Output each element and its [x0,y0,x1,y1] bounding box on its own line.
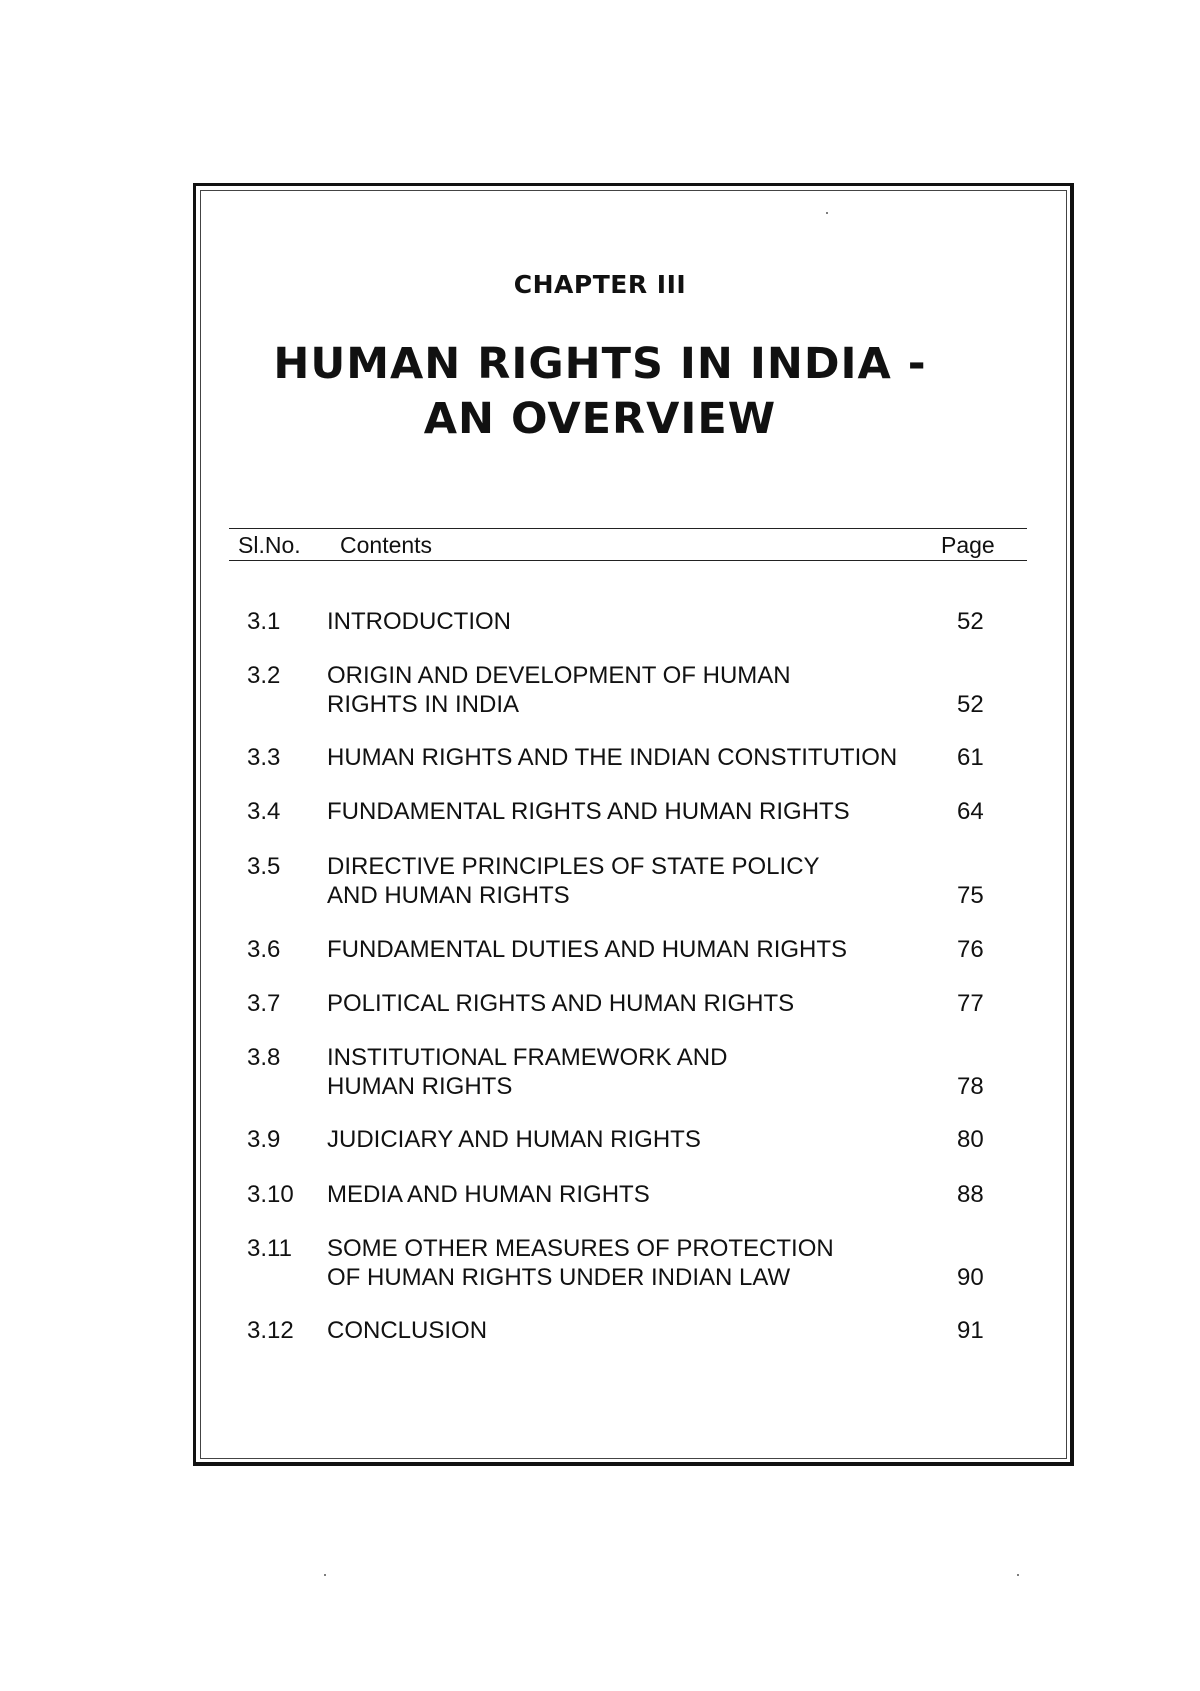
toc-entry-number: 3.3 [247,744,281,771]
toc-entry-page: 78 [957,1073,984,1100]
toc-entry-number: 3.5 [247,853,281,880]
toc-entry-number: 3.4 [247,798,281,825]
toc-entry-page: 90 [957,1264,984,1291]
toc-entry-number: 3.11 [247,1235,292,1262]
table-header-top-rule [229,528,1027,529]
toc-entry-number: 3.1 [247,608,281,635]
toc-entry-title: INTRODUCTION [327,608,511,635]
toc-entry-number: 3.7 [247,990,281,1017]
chapter-title-line-2: AN OVERVIEW [423,394,777,444]
toc-entry-page: 91 [957,1317,984,1344]
toc-entry-number: 3.8 [247,1044,281,1071]
toc-entry-page: 88 [957,1181,984,1208]
toc-entry-title: MEDIA AND HUMAN RIGHTS [327,1181,650,1208]
header-page: Page [941,532,995,558]
toc-entry-number: 3.2 [247,662,281,689]
toc-entry-page: 75 [957,882,984,909]
toc-entry-number: 3.10 [247,1181,294,1208]
toc-entry-number: 3.12 [247,1317,294,1344]
toc-entry-title: JUDICIARY AND HUMAN RIGHTS [327,1126,701,1153]
toc-entry-title: HUMAN RIGHTS AND THE INDIAN CONSTITUTION [327,744,898,771]
toc-entry-page: 52 [957,608,984,635]
table-header-bottom-rule [229,560,1027,561]
scan-speck [324,1574,326,1576]
toc-entry-number: 3.6 [247,936,281,963]
toc-entry-title: FUNDAMENTAL RIGHTS AND HUMAN RIGHTS [327,798,850,825]
toc-entry-page: 52 [957,691,984,718]
toc-entry-title: DIRECTIVE PRINCIPLES OF STATE POLICY AND HUMAN RIGHTS [327,853,820,909]
toc-entry-title: INSTITUTIONAL FRAMEWORK AND HUMAN RIGHTS [327,1044,728,1100]
toc-entry-title: FUNDAMENTAL DUTIES AND HUMAN RIGHTS [327,936,848,963]
chapter-title [0,337,1200,447]
header-contents: Contents [340,532,433,558]
toc-entry-page: 76 [957,936,984,963]
header-sl-no: Sl.No. [238,532,301,558]
scan-speck [1017,1574,1019,1576]
chapter-title-line-1: HUMAN RIGHTS IN INDIA - [273,339,927,389]
toc-entry-number: 3.9 [247,1126,281,1153]
toc-entry-page: 61 [957,744,984,771]
toc-entry-title: CONCLUSION [327,1317,488,1344]
chapter-label: CHAPTER III [513,270,687,299]
toc-entry-title: ORIGIN AND DEVELOPMENT OF HUMAN RIGHTS IN INDIA [327,662,791,718]
scan-speck [826,212,828,214]
toc-entry-page: 64 [957,798,984,825]
toc-entry-page: 77 [957,990,984,1017]
toc-entry-page: 80 [957,1126,984,1153]
toc-entry-title: POLITICAL RIGHTS AND HUMAN RIGHTS [327,990,795,1017]
toc-entry-title: SOME OTHER MEASURES OF PROTECTION OF HUMAN RIGHTS UNDER INDIAN LAW [327,1235,834,1291]
